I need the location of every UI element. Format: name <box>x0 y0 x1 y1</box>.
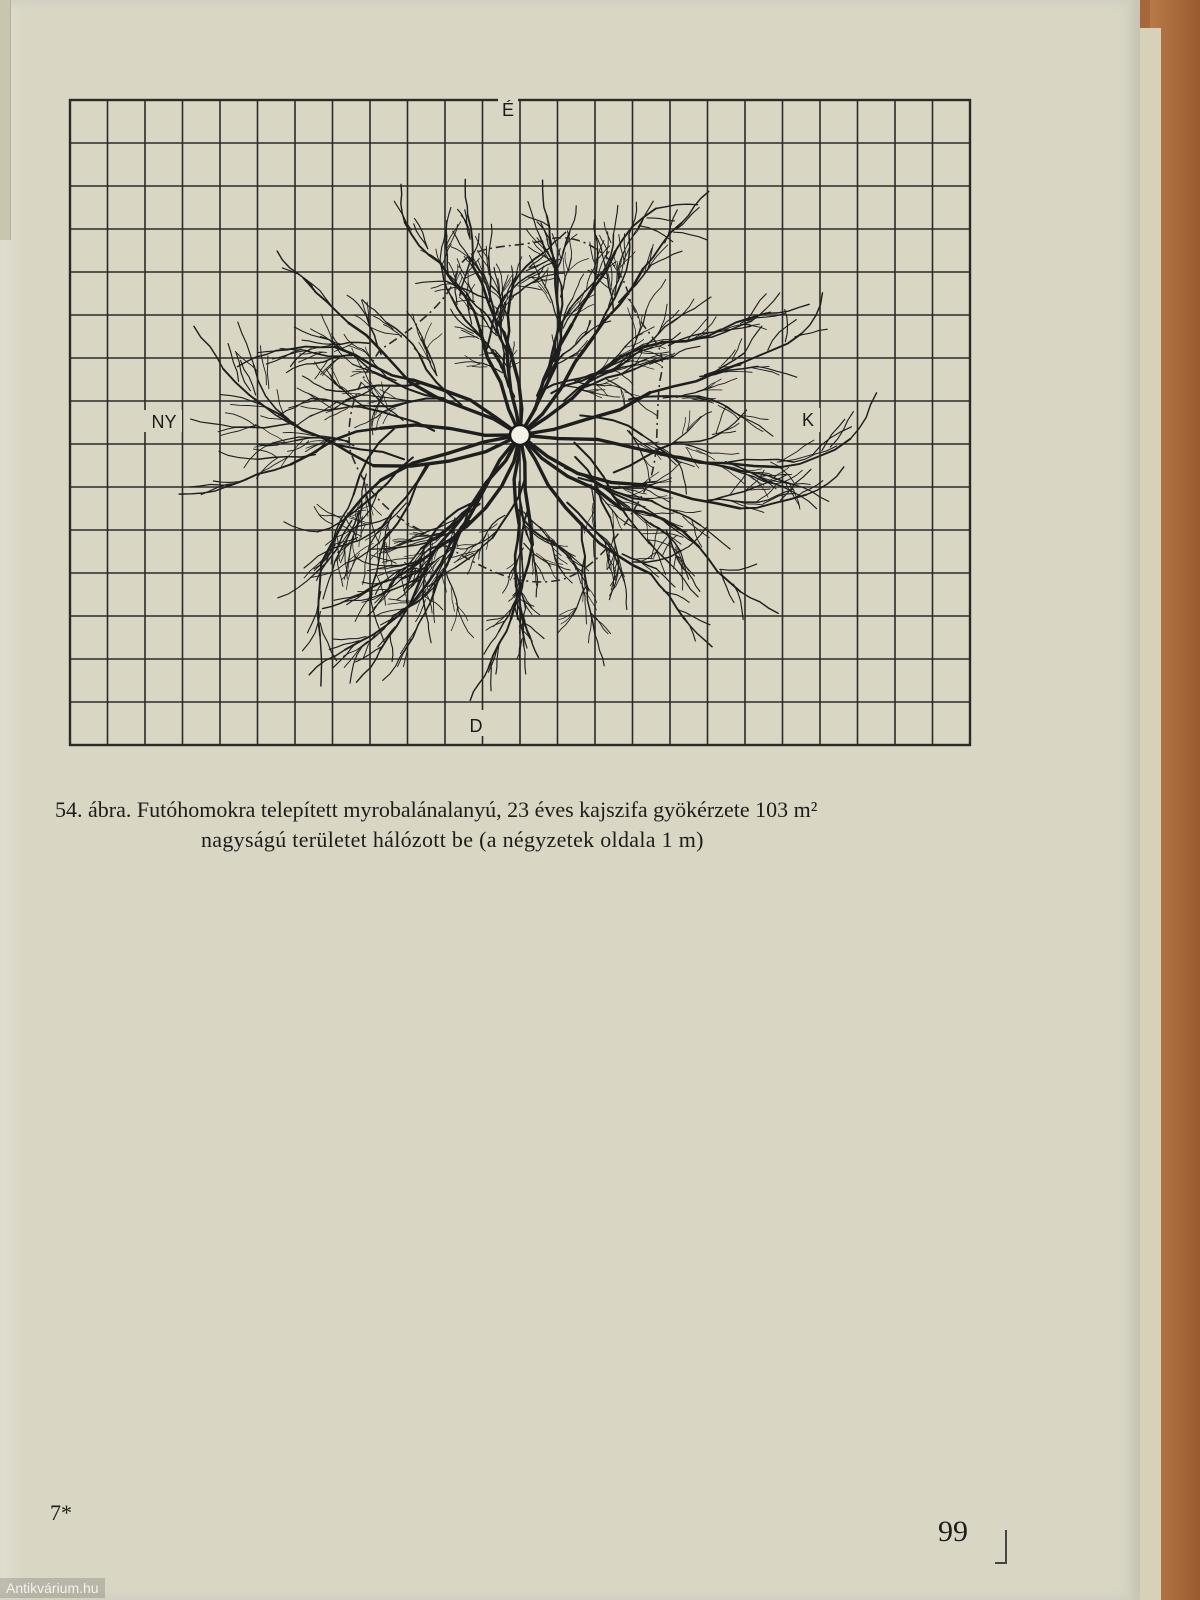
root-branch <box>318 436 404 459</box>
root-branch <box>646 280 666 311</box>
root-branch <box>585 596 587 624</box>
root-branch <box>528 202 540 237</box>
root-branch <box>664 591 690 603</box>
root-branch <box>674 232 707 240</box>
root-branch <box>390 635 393 662</box>
root-branch <box>628 308 636 339</box>
root-branch <box>720 564 757 570</box>
root-branch <box>472 367 487 368</box>
root-branch <box>711 453 739 454</box>
compass-south-label: D <box>469 716 483 736</box>
root-system-figure <box>60 90 990 770</box>
root-branch <box>465 180 468 216</box>
root-branch <box>491 663 492 691</box>
compass-east-label: K <box>801 410 815 430</box>
root-branch <box>710 487 756 501</box>
root-branch <box>458 610 474 637</box>
root-branch <box>638 201 653 227</box>
root-branch <box>277 251 306 280</box>
root-branch <box>288 441 309 452</box>
root-branch <box>712 378 737 387</box>
caption-line-1: 54. ábra. Futóhomokra telepített myrobalánalanyú, 23 éves kajszifa gyökérzete 103 m² <box>55 797 818 822</box>
root-branch <box>595 635 604 666</box>
root-branch <box>267 356 269 389</box>
root-branch <box>781 439 851 467</box>
root-branch <box>556 561 557 579</box>
root-branch <box>446 208 451 236</box>
root-branch <box>416 281 447 283</box>
root-branch <box>806 467 844 495</box>
root-branch <box>614 513 620 528</box>
compass-north-label: É <box>501 100 515 120</box>
root-branch <box>320 337 340 345</box>
root-branch <box>413 314 421 340</box>
root-branch <box>738 415 763 431</box>
root-branch <box>302 340 330 344</box>
root-branch <box>682 417 685 434</box>
root-branch <box>294 411 324 428</box>
root-branch <box>643 458 654 468</box>
root-branch <box>362 300 386 322</box>
root-branch <box>337 557 343 586</box>
root-branch <box>456 538 493 568</box>
root-branch <box>640 226 673 242</box>
root-branch <box>520 435 646 485</box>
root-branch <box>374 316 394 329</box>
signature-mark: 7* <box>50 1500 72 1525</box>
root-branch <box>526 229 547 252</box>
root-branch <box>320 636 322 687</box>
root-branch <box>400 629 416 654</box>
root-branch <box>565 253 568 271</box>
root-branch <box>286 364 313 373</box>
root-branch <box>223 369 281 415</box>
root-branch <box>757 366 796 377</box>
root-branch <box>589 282 622 343</box>
root-branch <box>643 223 681 269</box>
root-branch <box>656 204 698 208</box>
root-branch <box>323 596 358 609</box>
root-branch <box>431 284 453 288</box>
root-branch <box>641 352 669 353</box>
root-branch <box>716 408 726 434</box>
root-branch <box>722 410 747 432</box>
root-branch <box>650 363 741 393</box>
watermark-text: Antikvárium.hu <box>0 1578 105 1598</box>
root-branch <box>524 646 526 674</box>
root-branch <box>427 617 432 643</box>
root-branch <box>679 463 687 494</box>
root-branch <box>672 444 711 453</box>
root-branch <box>676 208 699 230</box>
root-branch <box>470 668 488 701</box>
root-branch <box>384 551 389 579</box>
root-branch <box>194 326 223 369</box>
root-branch <box>381 425 520 435</box>
root-branch <box>219 452 258 460</box>
root-branch <box>354 429 395 495</box>
root-branch <box>557 616 572 634</box>
root-branch <box>191 419 234 427</box>
root-branch <box>674 346 700 356</box>
root-branch <box>319 515 345 517</box>
root-branch <box>628 299 641 327</box>
root-branch <box>766 304 809 313</box>
root-branch <box>795 329 827 337</box>
root-branch <box>635 558 654 559</box>
root-branch <box>320 623 336 661</box>
root-branch <box>651 513 674 514</box>
root-branch <box>637 401 658 417</box>
root-branch <box>465 356 480 364</box>
root-branch <box>433 592 435 622</box>
root-branch <box>745 326 762 353</box>
figure-caption <box>55 795 1015 855</box>
root-branch <box>355 417 377 428</box>
root-branch <box>830 412 853 447</box>
root-branch <box>342 553 360 580</box>
compass-west-label: NY <box>151 412 177 432</box>
root-branch <box>415 219 428 249</box>
root-branch <box>576 331 587 343</box>
trunk-marker <box>510 425 530 445</box>
previous-page-sliver <box>0 0 11 240</box>
root-branch <box>527 629 539 657</box>
root-branch <box>303 376 327 390</box>
root-branch <box>665 210 678 243</box>
root-branch <box>850 393 876 439</box>
root-branch <box>613 206 617 235</box>
root-branch <box>794 446 837 462</box>
root-branch <box>455 362 476 364</box>
root-branch <box>567 503 608 545</box>
root-branch <box>741 592 779 614</box>
root-branch <box>589 614 592 643</box>
root-branch <box>624 581 627 609</box>
root-branch <box>693 412 712 426</box>
root-branch <box>278 573 316 598</box>
root-branch <box>383 649 406 680</box>
root-branch <box>309 650 345 675</box>
root-branch <box>725 371 753 372</box>
page-number: 99 <box>938 1515 968 1548</box>
root-branch <box>333 637 366 640</box>
root-branch <box>301 406 330 410</box>
root-branch <box>682 191 709 223</box>
root-branch <box>456 603 468 620</box>
root-branch <box>457 545 474 547</box>
root-branch <box>257 458 278 479</box>
root-branch <box>342 393 360 394</box>
crop-corner-mark <box>995 1530 1007 1564</box>
root-branch <box>427 334 442 350</box>
root-branch <box>364 384 419 388</box>
root-branch <box>225 413 255 426</box>
root-branch <box>179 487 226 494</box>
caption-line-2: nagyságú területet hálózott be (a négyzetek oldala 1 m) <box>201 827 704 852</box>
root-branch <box>453 231 469 256</box>
root-branch <box>744 418 773 436</box>
root-branch <box>467 364 480 366</box>
